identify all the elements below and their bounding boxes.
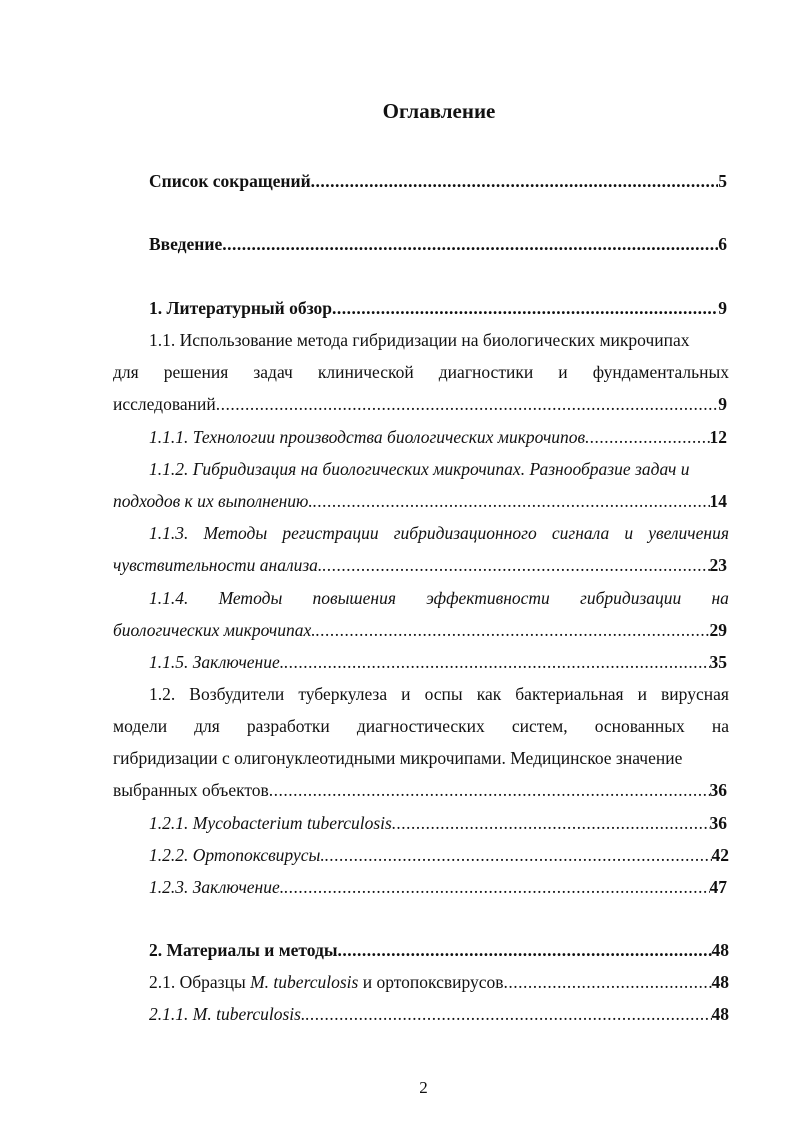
toc-leader-dots xyxy=(322,553,709,577)
toc-leader-dots xyxy=(305,1002,711,1026)
toc-word: и xyxy=(637,684,647,704)
toc-entry-1-2-3[interactable] xyxy=(149,875,727,899)
toc-word: Возбудители xyxy=(189,684,285,704)
toc-leader-dots xyxy=(585,425,709,449)
toc-page-number: 36 xyxy=(709,780,727,800)
toc-entry-1-2-2[interactable] xyxy=(149,843,729,867)
toc-word: гибридизации xyxy=(580,588,682,608)
toc-page-number: 9 xyxy=(718,298,727,318)
toc-entry-text: Список сокращений xyxy=(149,171,311,191)
toc-word: для xyxy=(194,716,220,736)
toc-page-number: 47 xyxy=(709,877,727,897)
toc-entry-1-1-line1[interactable]: 1.1. Использование метода гибридизации на биологических микрочипах xyxy=(149,330,690,350)
toc-word: Методы xyxy=(203,523,268,543)
toc-entry-1-1-1[interactable] xyxy=(149,425,727,449)
toc-entry-chapter-1[interactable] xyxy=(149,296,727,320)
toc-entry-text: биологических микрочипах. xyxy=(113,620,316,640)
toc-leader-dots xyxy=(269,778,710,802)
toc-page-number: 5 xyxy=(718,171,727,191)
toc-entry-text xyxy=(149,970,504,994)
toc-page-number: 9 xyxy=(718,394,727,414)
toc-entry-2-1[interactable] xyxy=(149,970,729,994)
toc-word: на xyxy=(711,716,729,736)
toc-page-number: 6 xyxy=(718,234,727,254)
toc-leader-dots xyxy=(222,232,718,256)
toc-page-number: 35 xyxy=(709,652,727,672)
toc-entry-1-2-line1[interactable] xyxy=(149,682,729,706)
toc-entry-text: 1. Литературный обзор xyxy=(149,298,332,318)
toc-word: и xyxy=(401,684,411,704)
toc-word: сигнала xyxy=(551,523,610,543)
toc-entry-text: 1.2.2. Ортопоксвирусы. xyxy=(149,845,325,865)
toc-leader-dots xyxy=(316,618,710,642)
toc-word: как xyxy=(476,684,502,704)
toc-word: регистрации xyxy=(282,523,379,543)
toc-entry-text: выбранных объектов xyxy=(113,780,269,800)
toc-entry-1-1-line2[interactable] xyxy=(113,360,729,384)
toc-word: 1.1.3. xyxy=(149,523,189,543)
toc-word: задач xyxy=(253,362,293,382)
toc-page-number: 48 xyxy=(711,940,729,960)
toc-entry-text: 1.2.3. Заключение. xyxy=(149,877,285,897)
toc-page-number: 12 xyxy=(709,427,727,447)
toc-entry-introduction[interactable] xyxy=(149,232,727,256)
toc-word: 1.1.4. xyxy=(149,588,189,608)
toc-entry-1-1-3-line2[interactable] xyxy=(113,553,727,577)
toc-page-number: 48 xyxy=(711,1004,729,1024)
toc-entry-1-1-2-line2[interactable] xyxy=(113,489,727,513)
toc-entry-1-2-1[interactable] xyxy=(149,811,727,835)
toc-word: бактериальная xyxy=(515,684,624,704)
toc-leader-dots xyxy=(284,875,709,899)
toc-text-suffix: и ортопоксвирусов xyxy=(358,972,504,992)
toc-page-number: 23 xyxy=(709,555,727,575)
toc-entry-text: чувствительности анализа. xyxy=(113,555,323,575)
toc-word: решения xyxy=(163,362,229,382)
toc-word: туберкулеза xyxy=(298,684,388,704)
toc-entry-1-2-line4[interactable] xyxy=(113,778,727,802)
toc-entry-text: 1.1.5. Заключение. xyxy=(149,652,285,672)
toc-page-number: 48 xyxy=(711,972,729,992)
toc-entry-1-1-4-line1[interactable] xyxy=(149,586,729,610)
toc-leader-dots xyxy=(313,489,710,513)
toc-leader-dots xyxy=(325,843,712,867)
toc-word: клинической xyxy=(317,362,414,382)
toc-word: и xyxy=(558,362,568,382)
toc-leader-dots xyxy=(392,811,710,835)
toc-entry-1-1-4-line2[interactable] xyxy=(113,618,727,642)
toc-word: для xyxy=(113,362,139,382)
toc-entry-text: исследований xyxy=(113,394,216,414)
toc-word: вирусная xyxy=(661,684,729,704)
toc-entry-1-1-5[interactable] xyxy=(149,650,727,674)
toc-entry-chapter-2[interactable] xyxy=(149,938,729,962)
toc-entry-1-2-line3[interactable]: гибридизации с олигонуклеотидными микрочипами. Медицинское значение xyxy=(113,748,683,768)
toc-page-number: 36 xyxy=(709,813,727,833)
toc-entry-text: 2. Материалы и методы xyxy=(149,940,338,960)
toc-word: на xyxy=(711,588,729,608)
toc-word: Методы xyxy=(218,588,283,608)
toc-word: систем, xyxy=(511,716,568,736)
toc-entry-abbreviations[interactable] xyxy=(149,169,727,193)
toc-entry-1-1-line3[interactable] xyxy=(113,392,727,416)
toc-word: гибридизационного xyxy=(393,523,537,543)
toc-leader-dots xyxy=(311,169,719,193)
toc-text-italic: M. tuberculosis xyxy=(250,972,359,992)
toc-word: 1.2. xyxy=(149,684,176,704)
toc-entry-text: подходов к их выполнению. xyxy=(113,491,313,511)
toc-entry-1-1-3-line1[interactable] xyxy=(149,521,729,545)
toc-entry-2-1-1[interactable] xyxy=(149,1002,729,1026)
toc-entry-text: 1.2.1. Mycobacterium tuberculosis xyxy=(149,813,392,833)
toc-leader-dots xyxy=(338,938,712,962)
toc-word: фундаментальных xyxy=(592,362,729,382)
toc-leader-dots xyxy=(284,650,709,674)
toc-word: оспы xyxy=(424,684,463,704)
toc-entry-1-1-2-line1[interactable]: 1.1.2. Гибридизация на биологических микрочипах. Разнообразие задач и xyxy=(149,459,690,479)
toc-page-number: 14 xyxy=(709,491,727,511)
toc-word: основанных xyxy=(594,716,685,736)
toc-word: увеличения xyxy=(648,523,729,543)
toc-leader-dots xyxy=(216,392,719,416)
toc-leader-dots xyxy=(504,970,712,994)
toc-entry-text: 2.1.1. M. tuberculosis. xyxy=(149,1004,306,1024)
toc-word: разработки xyxy=(246,716,330,736)
toc-word: и xyxy=(624,523,634,543)
toc-page-number: 29 xyxy=(709,620,727,640)
toc-text-prefix: 2.1. Образцы xyxy=(149,972,251,992)
toc-entry-text: Введение xyxy=(149,234,223,254)
page-number: 2 xyxy=(419,1078,428,1097)
toc-page-number: 42 xyxy=(711,845,729,865)
toc-entry-text: 1.1.1. Технологии производства биологических микрочипов xyxy=(149,427,586,447)
toc-word: диагностических xyxy=(356,716,485,736)
toc-word: диагностики xyxy=(438,362,534,382)
toc-word: повышения xyxy=(312,588,396,608)
toc-word: модели xyxy=(113,716,168,736)
page-title: Оглавление xyxy=(382,99,496,123)
toc-word: эффективности xyxy=(426,588,550,608)
toc-leader-dots xyxy=(332,296,718,320)
toc-entry-1-2-line2[interactable] xyxy=(113,714,729,738)
